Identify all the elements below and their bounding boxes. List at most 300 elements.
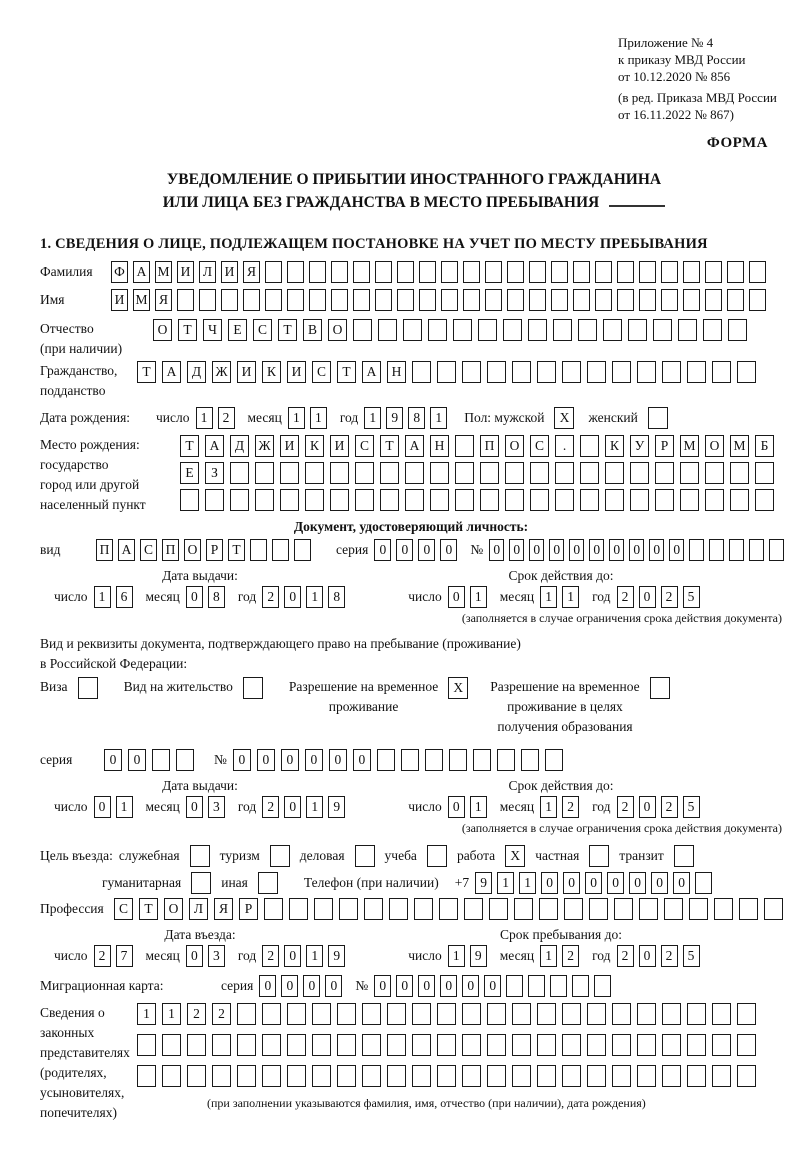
char-cell[interactable]: Ч (203, 319, 222, 341)
char-cell[interactable] (478, 319, 497, 341)
char-cell[interactable] (639, 261, 656, 283)
char-cell[interactable]: 0 (284, 586, 301, 608)
char-cell[interactable]: 0 (639, 945, 656, 967)
char-cell[interactable] (637, 1034, 656, 1056)
char-cell[interactable] (628, 319, 647, 341)
char-cell[interactable]: 0 (104, 749, 122, 771)
char-cell[interactable] (455, 435, 474, 457)
char-cell[interactable]: И (330, 435, 349, 457)
char-cell[interactable] (419, 289, 436, 311)
purpose-private-checkbox[interactable] (589, 845, 609, 867)
char-cell[interactable] (264, 898, 283, 920)
char-cell[interactable] (512, 361, 531, 383)
char-cell[interactable] (730, 462, 749, 484)
char-cell[interactable]: Р (655, 435, 674, 457)
char-cell[interactable] (589, 898, 608, 920)
char-cell[interactable]: И (280, 435, 299, 457)
char-cell[interactable] (287, 1034, 306, 1056)
education-residence-checkbox[interactable] (650, 677, 670, 699)
char-cell[interactable]: 0 (281, 749, 299, 771)
char-cell[interactable] (678, 319, 697, 341)
char-cell[interactable] (162, 1065, 181, 1087)
purpose-transit-checkbox[interactable] (674, 845, 694, 867)
char-cell[interactable]: 1 (540, 945, 557, 967)
char-cell[interactable] (705, 261, 722, 283)
char-cell[interactable] (555, 462, 574, 484)
char-cell[interactable]: 9 (328, 945, 345, 967)
char-cell[interactable] (689, 539, 704, 561)
char-cell[interactable] (521, 749, 539, 771)
char-cell[interactable] (683, 289, 700, 311)
char-cell[interactable]: 0 (607, 872, 624, 894)
char-cell[interactable]: 5 (683, 796, 700, 818)
char-cell[interactable] (280, 489, 299, 511)
char-cell[interactable] (617, 289, 634, 311)
char-cell[interactable] (489, 898, 508, 920)
char-cell[interactable]: 8 (208, 586, 225, 608)
char-cell[interactable] (687, 361, 706, 383)
char-cell[interactable] (553, 319, 572, 341)
char-cell[interactable] (330, 462, 349, 484)
char-cell[interactable] (480, 489, 499, 511)
char-cell[interactable] (687, 1065, 706, 1087)
char-cell[interactable]: 1 (470, 796, 487, 818)
char-cell[interactable]: 9 (475, 872, 492, 894)
char-cell[interactable] (705, 462, 724, 484)
char-cell[interactable]: П (162, 539, 179, 561)
char-cell[interactable] (441, 261, 458, 283)
char-cell[interactable] (401, 749, 419, 771)
char-cell[interactable]: Т (228, 539, 245, 561)
char-cell[interactable]: Н (430, 435, 449, 457)
char-cell[interactable] (187, 1065, 206, 1087)
char-cell[interactable] (212, 1065, 231, 1087)
char-cell[interactable]: Я (243, 261, 260, 283)
char-cell[interactable]: 1 (306, 586, 323, 608)
char-cell[interactable]: 1 (310, 407, 327, 429)
char-cell[interactable] (262, 1034, 281, 1056)
char-cell[interactable] (653, 319, 672, 341)
char-cell[interactable] (375, 261, 392, 283)
char-cell[interactable] (262, 1003, 281, 1025)
char-cell[interactable]: 7 (116, 945, 133, 967)
char-cell[interactable]: 1 (116, 796, 133, 818)
char-cell[interactable]: 2 (661, 796, 678, 818)
char-cell[interactable] (545, 749, 563, 771)
char-cell[interactable] (573, 289, 590, 311)
char-cell[interactable]: О (328, 319, 347, 341)
char-cell[interactable] (250, 539, 267, 561)
char-cell[interactable] (389, 898, 408, 920)
char-cell[interactable]: Б (755, 435, 774, 457)
char-cell[interactable]: М (133, 289, 150, 311)
char-cell[interactable]: 0 (489, 539, 504, 561)
char-cell[interactable]: Л (189, 898, 208, 920)
char-cell[interactable] (730, 489, 749, 511)
char-cell[interactable] (355, 489, 374, 511)
char-cell[interactable] (537, 361, 556, 383)
char-cell[interactable] (449, 749, 467, 771)
char-cell[interactable] (507, 289, 524, 311)
char-cell[interactable]: 0 (186, 586, 203, 608)
char-cell[interactable] (362, 1034, 381, 1056)
char-cell[interactable] (587, 1003, 606, 1025)
char-cell[interactable] (287, 261, 304, 283)
char-cell[interactable] (689, 898, 708, 920)
char-cell[interactable] (537, 1003, 556, 1025)
char-cell[interactable] (709, 539, 724, 561)
char-cell[interactable] (727, 261, 744, 283)
char-cell[interactable]: Р (239, 898, 258, 920)
char-cell[interactable] (412, 1034, 431, 1056)
char-cell[interactable]: 1 (519, 872, 536, 894)
char-cell[interactable]: 0 (440, 975, 457, 997)
char-cell[interactable] (578, 319, 597, 341)
char-cell[interactable]: 0 (284, 945, 301, 967)
char-cell[interactable]: 3 (208, 796, 225, 818)
char-cell[interactable] (749, 539, 764, 561)
char-cell[interactable]: 0 (257, 749, 275, 771)
char-cell[interactable]: А (405, 435, 424, 457)
char-cell[interactable] (639, 289, 656, 311)
char-cell[interactable] (614, 898, 633, 920)
char-cell[interactable] (637, 361, 656, 383)
char-cell[interactable] (555, 489, 574, 511)
char-cell[interactable]: 0 (639, 796, 656, 818)
char-cell[interactable] (562, 1003, 581, 1025)
char-cell[interactable] (764, 898, 783, 920)
char-cell[interactable] (487, 1065, 506, 1087)
char-cell[interactable]: 0 (462, 975, 479, 997)
char-cell[interactable] (287, 1003, 306, 1025)
char-cell[interactable]: 1 (306, 945, 323, 967)
char-cell[interactable] (755, 462, 774, 484)
char-cell[interactable]: 2 (562, 796, 579, 818)
char-cell[interactable] (603, 319, 622, 341)
char-cell[interactable] (487, 361, 506, 383)
char-cell[interactable]: 1 (364, 407, 381, 429)
char-cell[interactable]: 0 (549, 539, 564, 561)
char-cell[interactable] (337, 1065, 356, 1087)
char-cell[interactable] (337, 1003, 356, 1025)
purpose-other-checkbox[interactable] (258, 872, 278, 894)
char-cell[interactable] (137, 1034, 156, 1056)
char-cell[interactable]: Т (178, 319, 197, 341)
char-cell[interactable]: Ж (255, 435, 274, 457)
char-cell[interactable] (362, 1065, 381, 1087)
char-cell[interactable]: 0 (484, 975, 501, 997)
char-cell[interactable]: И (177, 261, 194, 283)
char-cell[interactable] (487, 1034, 506, 1056)
char-cell[interactable] (537, 1034, 556, 1056)
char-cell[interactable]: Ф (111, 261, 128, 283)
char-cell[interactable] (661, 261, 678, 283)
char-cell[interactable]: К (305, 435, 324, 457)
char-cell[interactable] (662, 1003, 681, 1025)
char-cell[interactable] (309, 289, 326, 311)
char-cell[interactable] (280, 462, 299, 484)
char-cell[interactable] (505, 462, 524, 484)
char-cell[interactable]: 0 (529, 539, 544, 561)
char-cell[interactable] (662, 361, 681, 383)
char-cell[interactable] (680, 462, 699, 484)
char-cell[interactable]: С (114, 898, 133, 920)
char-cell[interactable] (453, 319, 472, 341)
char-cell[interactable] (205, 489, 224, 511)
char-cell[interactable] (255, 489, 274, 511)
char-cell[interactable]: А (118, 539, 135, 561)
char-cell[interactable] (594, 975, 611, 997)
char-cell[interactable] (265, 261, 282, 283)
char-cell[interactable] (529, 261, 546, 283)
char-cell[interactable] (595, 289, 612, 311)
char-cell[interactable]: 0 (609, 539, 624, 561)
char-cell[interactable]: 0 (569, 539, 584, 561)
char-cell[interactable] (728, 319, 747, 341)
char-cell[interactable] (441, 289, 458, 311)
char-cell[interactable]: Т (337, 361, 356, 383)
char-cell[interactable]: 0 (186, 945, 203, 967)
char-cell[interactable]: 2 (661, 586, 678, 608)
char-cell[interactable]: 9 (328, 796, 345, 818)
char-cell[interactable] (430, 462, 449, 484)
char-cell[interactable]: 2 (661, 945, 678, 967)
char-cell[interactable] (639, 898, 658, 920)
char-cell[interactable] (339, 898, 358, 920)
char-cell[interactable] (705, 489, 724, 511)
char-cell[interactable] (152, 749, 170, 771)
char-cell[interactable] (551, 289, 568, 311)
char-cell[interactable]: М (730, 435, 749, 457)
char-cell[interactable]: 0 (563, 872, 580, 894)
char-cell[interactable] (564, 898, 583, 920)
char-cell[interactable]: Я (214, 898, 233, 920)
char-cell[interactable] (487, 1003, 506, 1025)
char-cell[interactable] (562, 1065, 581, 1087)
char-cell[interactable] (503, 319, 522, 341)
char-cell[interactable] (230, 462, 249, 484)
char-cell[interactable] (353, 289, 370, 311)
char-cell[interactable]: Т (139, 898, 158, 920)
char-cell[interactable] (187, 1034, 206, 1056)
char-cell[interactable]: 2 (262, 945, 279, 967)
char-cell[interactable] (507, 261, 524, 283)
char-cell[interactable] (539, 898, 558, 920)
char-cell[interactable] (331, 289, 348, 311)
char-cell[interactable] (362, 1003, 381, 1025)
char-cell[interactable] (237, 1034, 256, 1056)
char-cell[interactable] (437, 1065, 456, 1087)
char-cell[interactable] (387, 1003, 406, 1025)
char-cell[interactable]: 3 (208, 945, 225, 967)
char-cell[interactable]: И (111, 289, 128, 311)
char-cell[interactable] (414, 898, 433, 920)
char-cell[interactable]: Т (180, 435, 199, 457)
char-cell[interactable] (595, 261, 612, 283)
char-cell[interactable] (199, 289, 216, 311)
char-cell[interactable] (605, 462, 624, 484)
char-cell[interactable]: 8 (328, 586, 345, 608)
char-cell[interactable] (512, 1065, 531, 1087)
char-cell[interactable] (687, 1003, 706, 1025)
char-cell[interactable] (530, 489, 549, 511)
char-cell[interactable] (377, 749, 395, 771)
char-cell[interactable]: А (162, 361, 181, 383)
char-cell[interactable] (289, 898, 308, 920)
char-cell[interactable] (162, 1034, 181, 1056)
char-cell[interactable] (712, 1065, 731, 1087)
char-cell[interactable]: А (205, 435, 224, 457)
char-cell[interactable]: Д (230, 435, 249, 457)
char-cell[interactable] (387, 1065, 406, 1087)
char-cell[interactable] (695, 872, 712, 894)
char-cell[interactable] (419, 261, 436, 283)
char-cell[interactable]: И (237, 361, 256, 383)
char-cell[interactable]: 2 (562, 945, 579, 967)
char-cell[interactable] (337, 1034, 356, 1056)
char-cell[interactable] (664, 898, 683, 920)
char-cell[interactable] (662, 1065, 681, 1087)
char-cell[interactable] (462, 1003, 481, 1025)
char-cell[interactable]: 1 (540, 586, 557, 608)
char-cell[interactable] (375, 289, 392, 311)
char-cell[interactable] (712, 361, 731, 383)
char-cell[interactable]: 2 (617, 796, 634, 818)
char-cell[interactable]: 6 (116, 586, 133, 608)
char-cell[interactable] (727, 289, 744, 311)
char-cell[interactable]: М (680, 435, 699, 457)
char-cell[interactable]: А (362, 361, 381, 383)
char-cell[interactable] (412, 1065, 431, 1087)
char-cell[interactable] (243, 289, 260, 311)
char-cell[interactable] (537, 1065, 556, 1087)
char-cell[interactable] (705, 289, 722, 311)
char-cell[interactable] (737, 1065, 756, 1087)
char-cell[interactable]: Т (380, 435, 399, 457)
char-cell[interactable] (330, 489, 349, 511)
char-cell[interactable] (380, 489, 399, 511)
char-cell[interactable]: 1 (137, 1003, 156, 1025)
char-cell[interactable] (612, 1003, 631, 1025)
char-cell[interactable] (287, 289, 304, 311)
char-cell[interactable] (737, 1034, 756, 1056)
char-cell[interactable] (405, 489, 424, 511)
char-cell[interactable]: З (205, 462, 224, 484)
char-cell[interactable]: 5 (683, 586, 700, 608)
char-cell[interactable] (305, 462, 324, 484)
char-cell[interactable]: 0 (325, 975, 342, 997)
char-cell[interactable]: 0 (649, 539, 664, 561)
char-cell[interactable]: 0 (281, 975, 298, 997)
char-cell[interactable]: 0 (284, 796, 301, 818)
purpose-tourism-checkbox[interactable] (270, 845, 290, 867)
char-cell[interactable] (294, 539, 311, 561)
char-cell[interactable] (262, 1065, 281, 1087)
char-cell[interactable] (755, 489, 774, 511)
char-cell[interactable]: Т (278, 319, 297, 341)
char-cell[interactable]: 2 (218, 407, 235, 429)
char-cell[interactable] (551, 261, 568, 283)
char-cell[interactable] (355, 462, 374, 484)
char-cell[interactable]: 1 (94, 586, 111, 608)
char-cell[interactable]: М (155, 261, 172, 283)
char-cell[interactable]: Р (206, 539, 223, 561)
char-cell[interactable]: О (153, 319, 172, 341)
char-cell[interactable]: Д (187, 361, 206, 383)
char-cell[interactable] (737, 361, 756, 383)
char-cell[interactable] (562, 1034, 581, 1056)
char-cell[interactable] (312, 1003, 331, 1025)
char-cell[interactable] (464, 898, 483, 920)
char-cell[interactable]: 0 (629, 539, 644, 561)
char-cell[interactable] (550, 975, 567, 997)
char-cell[interactable] (587, 1065, 606, 1087)
char-cell[interactable] (265, 289, 282, 311)
char-cell[interactable]: Л (199, 261, 216, 283)
char-cell[interactable]: 0 (651, 872, 668, 894)
char-cell[interactable] (687, 1034, 706, 1056)
char-cell[interactable] (662, 1034, 681, 1056)
char-cell[interactable]: Н (387, 361, 406, 383)
char-cell[interactable] (463, 289, 480, 311)
char-cell[interactable]: 0 (303, 975, 320, 997)
char-cell[interactable]: 0 (374, 975, 391, 997)
char-cell[interactable]: С (355, 435, 374, 457)
char-cell[interactable] (462, 1065, 481, 1087)
char-cell[interactable] (712, 1003, 731, 1025)
char-cell[interactable]: 2 (212, 1003, 231, 1025)
char-cell[interactable]: 5 (683, 945, 700, 967)
char-cell[interactable] (462, 1034, 481, 1056)
char-cell[interactable] (703, 319, 722, 341)
char-cell[interactable]: К (262, 361, 281, 383)
char-cell[interactable]: 1 (540, 796, 557, 818)
char-cell[interactable]: Ж (212, 361, 231, 383)
char-cell[interactable] (637, 1003, 656, 1025)
char-cell[interactable] (287, 1065, 306, 1087)
char-cell[interactable] (405, 462, 424, 484)
purpose-study-checkbox[interactable] (427, 845, 447, 867)
male-checkbox[interactable]: X (554, 407, 574, 429)
char-cell[interactable]: 1 (196, 407, 213, 429)
char-cell[interactable] (473, 749, 491, 771)
purpose-humanitarian-checkbox[interactable] (191, 872, 211, 894)
char-cell[interactable] (630, 489, 649, 511)
char-cell[interactable] (378, 319, 397, 341)
char-cell[interactable] (612, 1065, 631, 1087)
char-cell[interactable] (312, 1065, 331, 1087)
char-cell[interactable]: 0 (128, 749, 146, 771)
char-cell[interactable]: 0 (186, 796, 203, 818)
char-cell[interactable] (512, 1034, 531, 1056)
char-cell[interactable] (437, 1003, 456, 1025)
char-cell[interactable] (580, 462, 599, 484)
residence-permit-checkbox[interactable] (243, 677, 263, 699)
char-cell[interactable]: . (555, 435, 574, 457)
char-cell[interactable] (528, 975, 545, 997)
char-cell[interactable]: 0 (259, 975, 276, 997)
char-cell[interactable]: 0 (374, 539, 391, 561)
char-cell[interactable] (714, 898, 733, 920)
char-cell[interactable] (587, 361, 606, 383)
char-cell[interactable] (514, 898, 533, 920)
char-cell[interactable] (769, 539, 784, 561)
char-cell[interactable] (397, 289, 414, 311)
char-cell[interactable] (437, 361, 456, 383)
char-cell[interactable] (353, 261, 370, 283)
char-cell[interactable]: 0 (589, 539, 604, 561)
char-cell[interactable]: 2 (617, 586, 634, 608)
